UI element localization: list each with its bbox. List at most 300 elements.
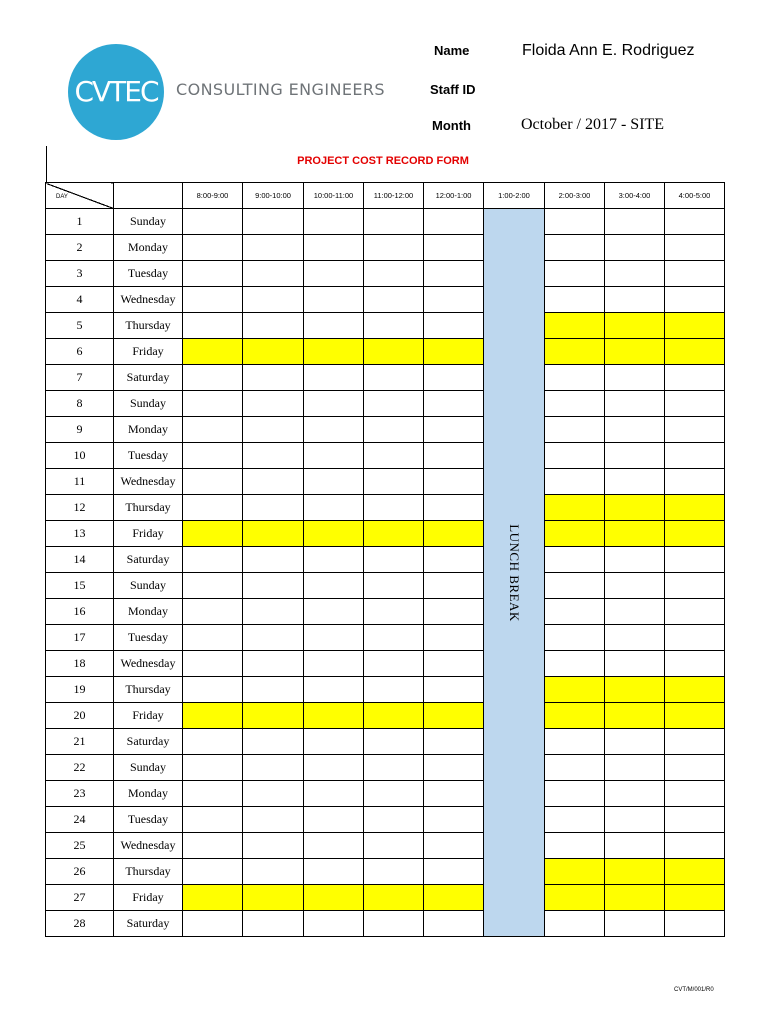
time-entry-cell[interactable] (304, 599, 364, 625)
time-entry-cell[interactable] (243, 677, 304, 703)
time-entry-cell[interactable] (304, 573, 364, 599)
time-entry-cell[interactable] (424, 391, 484, 417)
time-entry-cell[interactable] (304, 807, 364, 833)
time-entry-cell[interactable] (665, 339, 725, 365)
table-row (46, 599, 725, 625)
time-entry-cell[interactable] (545, 885, 605, 911)
weekday-name: Thursday (114, 677, 183, 703)
time-entry-cell[interactable] (183, 391, 243, 417)
table-row (46, 859, 725, 885)
day-number: 26 (46, 859, 114, 885)
weekday-name: Sunday (114, 391, 183, 417)
time-entry-cell[interactable] (243, 755, 304, 781)
time-entry-cell[interactable] (605, 261, 665, 287)
time-entry-cell[interactable] (665, 495, 725, 521)
time-entry-cell[interactable] (304, 911, 364, 937)
time-entry-cell[interactable] (665, 677, 725, 703)
time-entry-cell[interactable] (243, 911, 304, 937)
time-entry-cell[interactable] (304, 703, 364, 729)
time-entry-cell[interactable] (545, 781, 605, 807)
time-entry-cell[interactable] (183, 703, 243, 729)
time-entry-cell[interactable] (424, 469, 484, 495)
time-entry-cell[interactable] (364, 729, 424, 755)
time-entry-cell[interactable] (545, 807, 605, 833)
time-slot-header: 11:00-12:00 (364, 183, 424, 209)
time-entry-cell[interactable] (545, 573, 605, 599)
table-row (46, 209, 725, 235)
table-row (46, 235, 725, 261)
time-entry-cell[interactable] (183, 261, 243, 287)
time-entry-cell[interactable] (424, 365, 484, 391)
weekday-name: Sunday (114, 573, 183, 599)
time-entry-cell[interactable] (364, 339, 424, 365)
weekday-name: Saturday (114, 365, 183, 391)
time-entry-cell[interactable] (304, 547, 364, 573)
day-number: 5 (46, 313, 114, 339)
time-entry-cell[interactable] (364, 313, 424, 339)
time-entry-cell[interactable] (424, 833, 484, 859)
weekday-name: Friday (114, 521, 183, 547)
time-entry-cell[interactable] (183, 911, 243, 937)
time-entry-cell[interactable] (605, 651, 665, 677)
time-entry-cell[interactable] (545, 755, 605, 781)
time-entry-cell[interactable] (304, 209, 364, 235)
weekday-name: Tuesday (114, 625, 183, 651)
time-entry-cell[interactable] (665, 911, 725, 937)
time-entry-cell[interactable] (545, 651, 605, 677)
time-entry-cell[interactable] (304, 469, 364, 495)
time-entry-cell[interactable] (243, 235, 304, 261)
day-number: 23 (46, 781, 114, 807)
time-entry-cell[interactable] (304, 417, 364, 443)
time-entry-cell[interactable] (183, 495, 243, 521)
time-entry-cell[interactable] (364, 261, 424, 287)
table-row (46, 339, 725, 365)
time-entry-cell[interactable] (605, 573, 665, 599)
day-number: 7 (46, 365, 114, 391)
time-entry-cell[interactable] (183, 313, 243, 339)
time-entry-cell[interactable] (605, 859, 665, 885)
time-entry-cell[interactable] (243, 287, 304, 313)
time-entry-cell[interactable] (424, 209, 484, 235)
time-entry-cell[interactable] (364, 885, 424, 911)
time-entry-cell[interactable] (364, 651, 424, 677)
logo-text: CVTEC (74, 75, 158, 108)
time-entry-cell[interactable] (243, 807, 304, 833)
time-entry-cell[interactable] (183, 469, 243, 495)
day-number: 2 (46, 235, 114, 261)
time-entry-cell[interactable] (665, 547, 725, 573)
form-title: PROJECT COST RECORD FORM (297, 155, 469, 167)
time-entry-cell[interactable] (545, 833, 605, 859)
time-entry-cell[interactable] (243, 599, 304, 625)
time-entry-cell[interactable] (545, 729, 605, 755)
time-entry-cell[interactable] (605, 677, 665, 703)
time-entry-cell[interactable] (364, 443, 424, 469)
weekday-name: Thursday (114, 859, 183, 885)
time-entry-cell[interactable] (304, 365, 364, 391)
staff-id-label: Staff ID (430, 82, 476, 97)
time-entry-cell[interactable] (243, 443, 304, 469)
time-entry-cell[interactable] (364, 235, 424, 261)
time-entry-cell[interactable] (304, 313, 364, 339)
time-entry-cell[interactable] (304, 261, 364, 287)
time-entry-cell[interactable] (665, 859, 725, 885)
time-entry-cell[interactable] (665, 651, 725, 677)
time-entry-cell[interactable] (243, 313, 304, 339)
time-entry-cell[interactable] (243, 573, 304, 599)
time-entry-cell[interactable] (605, 313, 665, 339)
time-slot-header: 1:00-2:00 (484, 183, 545, 209)
time-entry-cell[interactable] (364, 859, 424, 885)
time-entry-cell[interactable] (243, 547, 304, 573)
time-entry-cell[interactable] (304, 885, 364, 911)
time-slot-header: 8:00-9:00 (183, 183, 243, 209)
time-entry-cell[interactable] (364, 495, 424, 521)
time-entry-cell[interactable] (665, 209, 725, 235)
time-entry-cell[interactable] (545, 625, 605, 651)
time-entry-cell[interactable] (665, 729, 725, 755)
time-entry-cell[interactable] (183, 573, 243, 599)
time-entry-cell[interactable] (665, 391, 725, 417)
time-entry-cell[interactable] (665, 625, 725, 651)
time-entry-cell[interactable] (183, 417, 243, 443)
time-entry-cell[interactable] (364, 625, 424, 651)
header-row (46, 183, 725, 209)
time-entry-cell[interactable] (243, 495, 304, 521)
name-label: Name (434, 43, 470, 58)
time-entry-cell[interactable] (183, 781, 243, 807)
time-slot-header: 3:00-4:00 (605, 183, 665, 209)
day-header (46, 183, 114, 209)
time-entry-cell[interactable] (243, 469, 304, 495)
time-entry-cell[interactable] (183, 729, 243, 755)
time-entry-cell[interactable] (605, 729, 665, 755)
time-entry-cell[interactable] (545, 287, 605, 313)
day-number: 18 (46, 651, 114, 677)
company-logo (68, 44, 164, 140)
table-row (46, 755, 725, 781)
time-entry-cell[interactable] (605, 703, 665, 729)
time-entry-cell[interactable] (183, 521, 243, 547)
time-entry-cell[interactable] (424, 677, 484, 703)
weekday-name: Monday (114, 781, 183, 807)
time-entry-cell[interactable] (665, 443, 725, 469)
time-entry-cell[interactable] (545, 547, 605, 573)
time-entry-cell[interactable] (605, 885, 665, 911)
time-entry-cell[interactable] (424, 573, 484, 599)
time-entry-cell[interactable] (424, 885, 484, 911)
day-number: 21 (46, 729, 114, 755)
time-entry-cell[interactable] (424, 755, 484, 781)
time-entry-cell[interactable] (304, 443, 364, 469)
time-entry-cell[interactable] (545, 599, 605, 625)
time-entry-cell[interactable] (545, 261, 605, 287)
time-entry-cell[interactable] (605, 235, 665, 261)
time-entry-cell[interactable] (545, 443, 605, 469)
time-entry-cell[interactable] (424, 313, 484, 339)
time-entry-cell[interactable] (304, 521, 364, 547)
time-entry-cell[interactable] (304, 755, 364, 781)
time-entry-cell[interactable] (424, 911, 484, 937)
time-entry-cell[interactable] (304, 729, 364, 755)
time-entry-cell[interactable] (665, 287, 725, 313)
time-entry-cell[interactable] (665, 521, 725, 547)
time-entry-cell[interactable] (304, 391, 364, 417)
time-entry-cell[interactable] (364, 365, 424, 391)
time-entry-cell[interactable] (183, 807, 243, 833)
time-entry-cell[interactable] (243, 521, 304, 547)
time-entry-cell[interactable] (545, 521, 605, 547)
month-label: Month (432, 118, 471, 133)
time-entry-cell[interactable] (364, 833, 424, 859)
time-entry-cell[interactable] (304, 495, 364, 521)
time-entry-cell[interactable] (304, 781, 364, 807)
time-entry-cell[interactable] (424, 443, 484, 469)
time-entry-cell[interactable] (183, 287, 243, 313)
time-entry-cell[interactable] (243, 651, 304, 677)
time-entry-cell[interactable] (364, 547, 424, 573)
time-entry-cell[interactable] (605, 443, 665, 469)
time-entry-cell[interactable] (243, 781, 304, 807)
day-number: 28 (46, 911, 114, 937)
time-entry-cell[interactable] (665, 573, 725, 599)
time-entry-cell[interactable] (183, 443, 243, 469)
table-row (46, 807, 725, 833)
time-entry-cell[interactable] (605, 807, 665, 833)
time-entry-cell[interactable] (424, 521, 484, 547)
time-entry-cell[interactable] (605, 495, 665, 521)
time-entry-cell[interactable] (243, 365, 304, 391)
month-value[interactable]: October / 2017 - SITE (521, 116, 665, 133)
day-number: 24 (46, 807, 114, 833)
time-entry-cell[interactable] (304, 287, 364, 313)
time-entry-cell[interactable] (304, 833, 364, 859)
time-entry-cell[interactable] (424, 547, 484, 573)
time-entry-cell[interactable] (424, 235, 484, 261)
table-row (46, 469, 725, 495)
time-entry-cell[interactable] (545, 313, 605, 339)
time-entry-cell[interactable] (364, 703, 424, 729)
time-entry-cell[interactable] (605, 391, 665, 417)
time-entry-cell[interactable] (183, 833, 243, 859)
time-entry-cell[interactable] (545, 235, 605, 261)
time-entry-cell[interactable] (304, 625, 364, 651)
time-entry-cell[interactable] (545, 703, 605, 729)
time-entry-cell[interactable] (424, 599, 484, 625)
time-entry-cell[interactable] (605, 781, 665, 807)
day-number: 16 (46, 599, 114, 625)
weekday-name: Friday (114, 703, 183, 729)
time-entry-cell[interactable] (364, 417, 424, 443)
time-entry-cell[interactable] (605, 209, 665, 235)
weekday-header (114, 183, 183, 209)
time-entry-cell[interactable] (424, 417, 484, 443)
weekday-name: Tuesday (114, 261, 183, 287)
form-border-line (46, 146, 47, 182)
lunch-break-column (484, 209, 545, 937)
time-entry-cell[interactable] (665, 313, 725, 339)
table-row (46, 677, 725, 703)
time-slot-header: 10:00-11:00 (304, 183, 364, 209)
weekday-name: Monday (114, 417, 183, 443)
time-entry-cell[interactable] (183, 755, 243, 781)
time-entry-cell[interactable] (665, 885, 725, 911)
time-entry-cell[interactable] (545, 495, 605, 521)
time-entry-cell[interactable] (243, 859, 304, 885)
time-entry-cell[interactable] (424, 495, 484, 521)
time-entry-cell[interactable] (545, 417, 605, 443)
time-entry-cell[interactable] (424, 651, 484, 677)
time-entry-cell[interactable] (364, 521, 424, 547)
time-entry-cell[interactable] (243, 703, 304, 729)
weekday-name: Friday (114, 885, 183, 911)
time-entry-cell[interactable] (243, 885, 304, 911)
table-row (46, 495, 725, 521)
time-entry-cell[interactable] (183, 339, 243, 365)
time-entry-cell[interactable] (364, 391, 424, 417)
table-row (46, 443, 725, 469)
time-entry-cell[interactable] (545, 911, 605, 937)
table-row (46, 391, 725, 417)
time-entry-cell[interactable] (605, 625, 665, 651)
time-entry-cell[interactable] (665, 365, 725, 391)
time-entry-cell[interactable] (605, 365, 665, 391)
day-number: 13 (46, 521, 114, 547)
time-entry-cell[interactable] (304, 651, 364, 677)
time-entry-cell[interactable] (665, 235, 725, 261)
time-entry-cell[interactable] (665, 833, 725, 859)
time-entry-cell[interactable] (605, 547, 665, 573)
name-value[interactable]: Floida Ann E. Rodriguez (522, 42, 695, 59)
time-slot-header: 12:00-1:00 (424, 183, 484, 209)
time-entry-cell[interactable] (183, 625, 243, 651)
time-entry-cell[interactable] (183, 209, 243, 235)
time-entry-cell[interactable] (364, 599, 424, 625)
day-number: 20 (46, 703, 114, 729)
table-row (46, 573, 725, 599)
time-entry-cell[interactable] (304, 677, 364, 703)
time-entry-cell[interactable] (605, 469, 665, 495)
table-row (46, 911, 725, 937)
time-entry-cell[interactable] (243, 417, 304, 443)
table-row (46, 651, 725, 677)
lunch-break-label: LUNCH BREAK (507, 523, 522, 622)
time-entry-cell[interactable] (183, 235, 243, 261)
time-entry-cell[interactable] (364, 209, 424, 235)
time-entry-cell[interactable] (304, 235, 364, 261)
time-entry-cell[interactable] (424, 287, 484, 313)
time-entry-cell[interactable] (605, 521, 665, 547)
day-number: 1 (46, 209, 114, 235)
day-number: 12 (46, 495, 114, 521)
time-entry-cell[interactable] (605, 287, 665, 313)
time-entry-cell[interactable] (364, 807, 424, 833)
time-entry-cell[interactable] (364, 677, 424, 703)
weekday-name: Wednesday (114, 651, 183, 677)
time-entry-cell[interactable] (545, 391, 605, 417)
time-entry-cell[interactable] (424, 781, 484, 807)
weekday-name: Tuesday (114, 807, 183, 833)
time-entry-cell[interactable] (243, 625, 304, 651)
time-entry-cell[interactable] (424, 261, 484, 287)
time-entry-cell[interactable] (364, 573, 424, 599)
time-entry-cell[interactable] (545, 209, 605, 235)
table-row (46, 885, 725, 911)
time-entry-cell[interactable] (665, 703, 725, 729)
time-entry-cell[interactable] (183, 547, 243, 573)
day-number: 8 (46, 391, 114, 417)
time-entry-cell[interactable] (605, 755, 665, 781)
time-entry-cell[interactable] (605, 339, 665, 365)
time-entry-cell[interactable] (364, 755, 424, 781)
time-entry-cell[interactable] (243, 209, 304, 235)
time-entry-cell[interactable] (243, 729, 304, 755)
time-entry-cell[interactable] (665, 599, 725, 625)
time-entry-cell[interactable] (304, 859, 364, 885)
time-slot-header: 2:00-3:00 (545, 183, 605, 209)
weekday-name: Sunday (114, 755, 183, 781)
weekday-name: Saturday (114, 911, 183, 937)
time-entry-cell[interactable] (183, 885, 243, 911)
time-entry-cell[interactable] (424, 339, 484, 365)
time-entry-cell[interactable] (183, 677, 243, 703)
time-entry-cell[interactable] (665, 261, 725, 287)
company-name: CONSULTING ENGINEERS (176, 80, 385, 99)
time-entry-cell[interactable] (243, 833, 304, 859)
time-entry-cell[interactable] (183, 599, 243, 625)
time-entry-cell[interactable] (364, 287, 424, 313)
weekday-name: Sunday (114, 209, 183, 235)
time-entry-cell[interactable] (605, 599, 665, 625)
time-entry-cell[interactable] (545, 469, 605, 495)
time-entry-cell[interactable] (364, 469, 424, 495)
time-entry-cell[interactable] (243, 339, 304, 365)
time-entry-cell[interactable] (183, 365, 243, 391)
time-entry-cell[interactable] (605, 417, 665, 443)
time-entry-cell[interactable] (665, 469, 725, 495)
time-entry-cell[interactable] (665, 417, 725, 443)
day-number: 14 (46, 547, 114, 573)
table-row (46, 781, 725, 807)
time-entry-cell[interactable] (183, 859, 243, 885)
day-number: 6 (46, 339, 114, 365)
time-entry-cell[interactable] (364, 781, 424, 807)
time-entry-cell[interactable] (424, 807, 484, 833)
time-entry-cell[interactable] (304, 339, 364, 365)
time-entry-cell[interactable] (605, 911, 665, 937)
time-entry-cell[interactable] (243, 261, 304, 287)
time-entry-cell[interactable] (545, 859, 605, 885)
time-entry-cell[interactable] (424, 703, 484, 729)
day-number: 11 (46, 469, 114, 495)
time-entry-cell[interactable] (545, 339, 605, 365)
time-entry-cell[interactable] (424, 625, 484, 651)
time-entry-cell[interactable] (605, 833, 665, 859)
time-entry-cell[interactable] (183, 651, 243, 677)
time-entry-cell[interactable] (665, 807, 725, 833)
time-entry-cell[interactable] (665, 755, 725, 781)
weekday-name: Saturday (114, 547, 183, 573)
time-entry-cell[interactable] (364, 911, 424, 937)
time-entry-cell[interactable] (424, 729, 484, 755)
time-entry-cell[interactable] (424, 859, 484, 885)
time-entry-cell[interactable] (545, 365, 605, 391)
day-number: 15 (46, 573, 114, 599)
time-entry-cell[interactable] (243, 391, 304, 417)
time-entry-cell[interactable] (665, 781, 725, 807)
time-entry-cell[interactable] (545, 677, 605, 703)
